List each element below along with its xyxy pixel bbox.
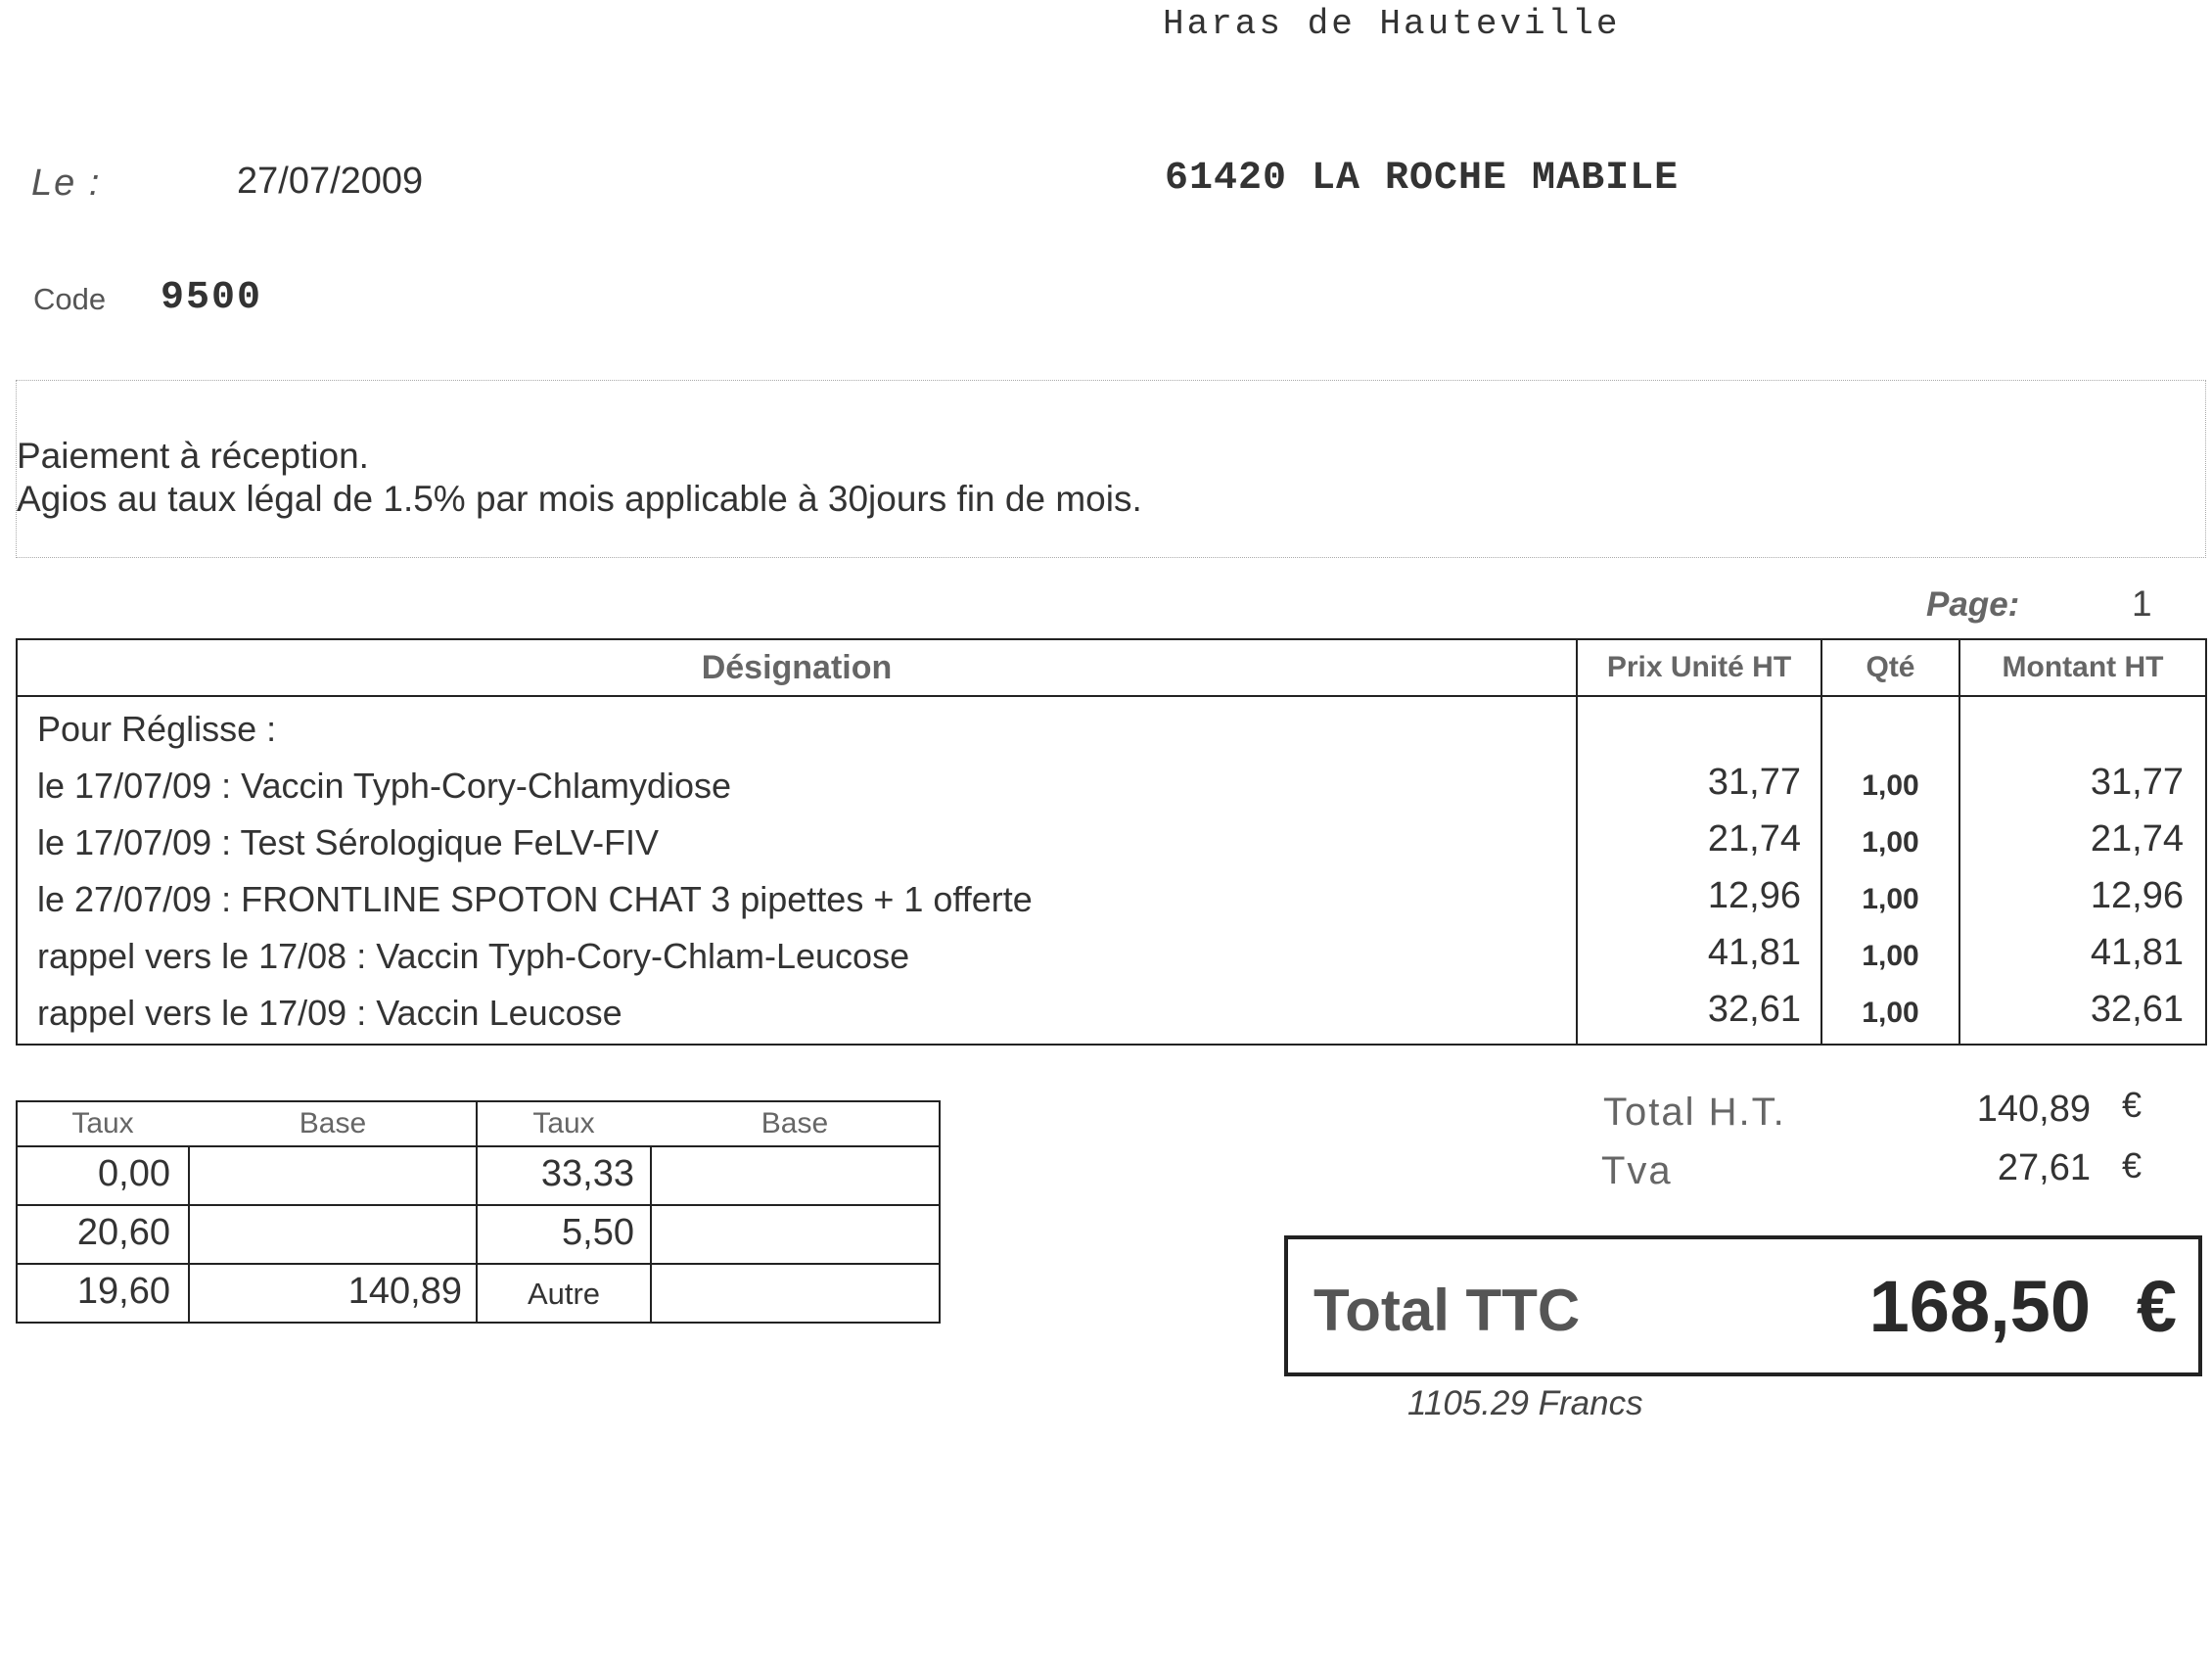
tax-rate: 33,33 [540,1153,634,1194]
total-ht-value: 140,89 [1976,1089,2091,1130]
tax-header-base: Base [299,1107,367,1139]
column-header-unit-price: Prix Unité HT [1606,651,1792,683]
invoice-table [16,638,2207,1046]
page-label: Page: [1926,585,2020,624]
header-divider [18,695,2205,697]
tax-rate: 0,00 [98,1153,170,1194]
column-header-designation: Désignation [701,649,893,686]
tax-rate-other: Autre [527,1277,601,1311]
line-quantity: 1,00 [1862,997,1919,1029]
line-quantity: 1,00 [1862,826,1919,859]
tax-header-rate: Taux [532,1107,595,1139]
tax-rate: 20,60 [76,1212,170,1253]
page-number: 1 [2132,583,2152,624]
date-label: Le : [31,163,102,204]
invoice-intro: Pour Réglisse : [37,709,277,749]
address: 61420 LA ROCHE MABILE [1165,157,1680,201]
vat-value: 27,61 [1997,1147,2091,1188]
line-quantity: 1,00 [1862,883,1919,915]
euro-symbol: € [2122,1145,2143,1186]
vat-rate-table [16,1100,941,1324]
row-divider [18,1145,939,1147]
payment-terms-box [16,380,2206,558]
line-amount: 21,74 [2090,818,2184,860]
line-amount: 31,77 [2090,762,2184,803]
line-unit-price: 31,77 [1707,762,1801,803]
tax-rate: 5,50 [562,1212,634,1253]
euro-symbol: € [2122,1085,2143,1125]
invoice-date: 27/07/2009 [237,161,424,202]
line-amount: 12,96 [2090,875,2184,916]
vat-label: Tva [1601,1149,1673,1192]
tax-base: 140,89 [347,1271,462,1312]
row-divider [18,1204,939,1206]
line-unit-price: 32,61 [1707,989,1801,1030]
total-ht-label: Total H.T. [1603,1091,1786,1134]
line-unit-price: 21,74 [1707,818,1801,860]
line-amount: 41,81 [2090,932,2184,973]
code-value: 9500 [161,276,263,320]
line-designation: le 27/07/09 : FRONTLINE SPOTON CHAT 3 pipettes + 1 offerte [37,879,1033,919]
tax-rate: 19,60 [76,1271,170,1312]
line-unit-price: 41,81 [1707,932,1801,973]
total-ttc-box [1284,1235,2202,1376]
line-designation: le 17/07/09 : Vaccin Typh-Cory-Chlamydiose [37,766,732,806]
euro-symbol: € [2136,1266,2177,1347]
code-label: Code [33,282,107,316]
tax-header-rate: Taux [71,1107,134,1139]
payment-terms-line: Paiement à réception. [17,436,369,476]
line-quantity: 1,00 [1862,940,1919,972]
column-divider [650,1145,652,1324]
column-header-amount: Montant HT [2002,651,2164,683]
column-header-quantity: Qté [1866,651,1915,683]
total-in-francs: 1105.29 Francs [1407,1384,1643,1422]
row-divider [18,1263,939,1265]
interest-terms-line: Agios au taux légal de 1.5% par mois applicable à 30jours fin de mois. [17,479,1142,519]
line-unit-price: 12,96 [1707,875,1801,916]
total-ttc-value: 168,50 [1868,1266,2091,1347]
line-designation: rappel vers le 17/08 : Vaccin Typh-Cory-Chlam-Leucose [37,936,910,976]
total-ttc-label: Total TTC [1313,1278,1581,1343]
line-designation: le 17/07/09 : Test Sérologique FeLV-FIV [37,822,660,862]
tax-header-base: Base [760,1107,829,1139]
line-amount: 32,61 [2090,989,2184,1030]
line-quantity: 1,00 [1862,769,1919,802]
company-name: Haras de Hauteville [1163,4,1621,44]
line-designation: rappel vers le 17/09 : Vaccin Leucose [37,993,622,1033]
